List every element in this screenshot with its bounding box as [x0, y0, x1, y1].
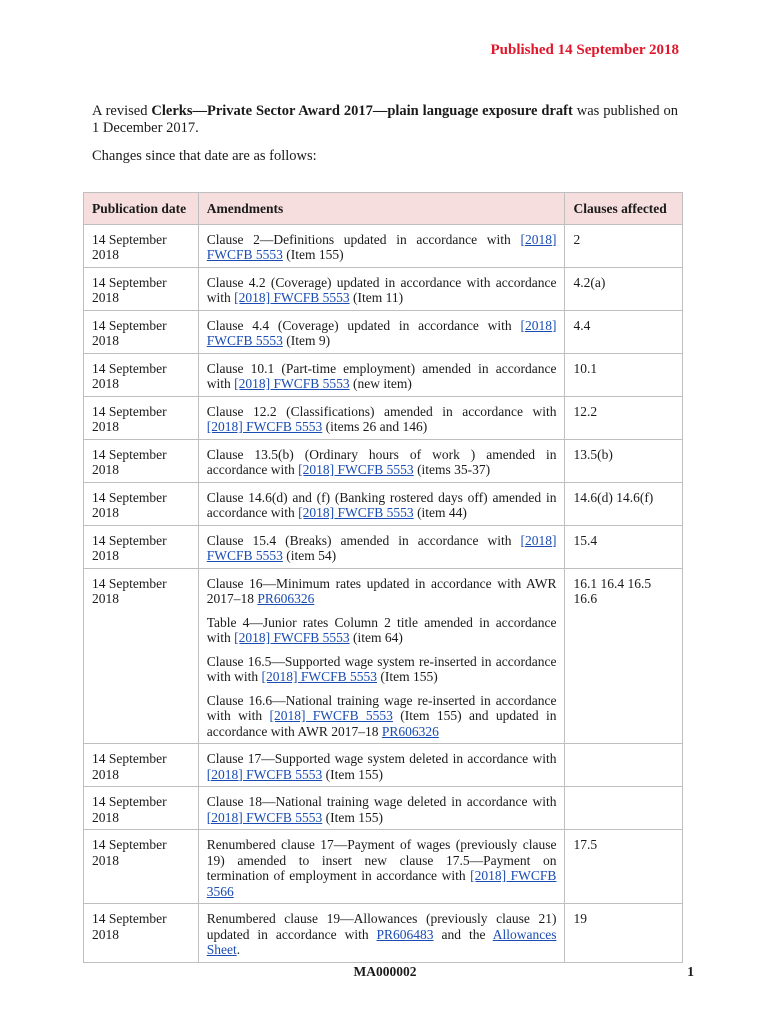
amendment-text-segment: Clause 15.4 (Breaks) amended in accordance with: [206, 532, 521, 548]
amendment-cell: [198, 525, 565, 568]
amendment-text: [207, 318, 557, 349]
amendment-text-segment: Renumbered clause 19—Allowances (previously clause 21) updated in accordance with: [206, 911, 557, 942]
publication-date-cell: 14 September 2018: [84, 310, 199, 353]
clauses-affected-cell: 14.6(d) 14.6(f): [565, 482, 683, 525]
clauses-affected-cell: [565, 744, 683, 787]
clauses-affected-cell: 10.1: [565, 353, 683, 396]
amendment-text: [207, 576, 557, 607]
amendment-text-segment: (Item 155): [322, 766, 383, 782]
table-row: [84, 482, 683, 525]
amendment-text-segment: (Item 155): [282, 247, 344, 262]
intro-suffix: was published on 1 December 2017.: [92, 103, 679, 136]
reference-link[interactable]: [2018] FWCFB 5553: [234, 290, 350, 305]
publication-date-cell: 14 September 2018: [84, 787, 199, 830]
intro-paragraph: [92, 103, 678, 137]
award-title: Clerks—Private Sector Award 2017—plain language exposure draft: [151, 103, 573, 119]
reference-link[interactable]: [2018] FWCFB 5553: [234, 376, 350, 391]
amendment-text: [207, 794, 557, 825]
table-row: [84, 439, 683, 482]
amendment-text-segment: Table 4—Junior rates Column 2 title amended in accordance with: [206, 614, 557, 645]
amendment-cell: [198, 482, 565, 525]
reference-link[interactable]: [2018] FWCFB 5553: [206, 766, 323, 782]
amendment-text-segment: Clause 14.6(d) and (f) (Banking rostered days off) amended in accordance with: [206, 489, 557, 520]
reference-link[interactable]: [2018] FWCFB 3566: [206, 868, 557, 899]
reference-link[interactable]: PR606326: [381, 723, 439, 739]
header-clauses-affected: Clauses affected: [565, 193, 683, 225]
amendment-cell: [198, 310, 565, 353]
amendment-text: [207, 693, 557, 740]
amendment-cell: [198, 830, 565, 904]
amendment-cell: [198, 396, 565, 439]
clauses-affected-cell: 16.1 16.4 16.5 16.6: [565, 568, 683, 744]
clauses-affected-cell: 4.4: [565, 310, 683, 353]
amendment-text-segment: (items 35-37): [413, 462, 491, 477]
amendment-text-segment: Clause 18—National training wage deleted in accordance with: [206, 794, 557, 809]
amendment-text-segment: .: [236, 942, 241, 957]
amendment-text: [207, 361, 557, 392]
table-row: [84, 525, 683, 568]
amendment-text-segment: Clause 16.6—National training wage re-inserted in accordance with with: [206, 692, 557, 723]
reference-link[interactable]: [2018] FWCFB 5553: [206, 419, 323, 434]
publication-date-cell: 14 September 2018: [84, 482, 199, 525]
published-date: Published 14 September 2018: [490, 42, 679, 58]
amendment-text: [207, 533, 557, 564]
publication-date-cell: 14 September 2018: [84, 525, 199, 568]
amendment-text-segment: (item 44): [413, 505, 467, 520]
table-row: [84, 830, 683, 904]
publication-date-cell: 14 September 2018: [84, 396, 199, 439]
amendment-text-segment: Clause 12.2 (Classifications) amended in accordance with: [206, 403, 557, 419]
amendment-text: [207, 232, 557, 263]
amendment-cell: [198, 787, 565, 830]
amendment-text-segment: Renumbered clause 17—Payment of wages (previously clause 19) amended to insert new clause 17.5—Payment on termination of employment in accordance with: [206, 837, 557, 883]
table-row: [84, 267, 683, 310]
publication-date-cell: 14 September 2018: [84, 224, 199, 267]
amendment-text-segment: Clause 17—Supported wage system deleted in accordance with: [206, 751, 557, 766]
amendment-text: [207, 615, 557, 646]
amendment-text-segment: (new item): [349, 376, 412, 391]
clauses-affected-cell: 17.5: [565, 830, 683, 904]
amendment-text: [207, 837, 557, 899]
amendment-text-segment: Clause 13.5(b) (Ordinary hours of work ) amended in accordance with: [206, 446, 557, 477]
table-row: [84, 353, 683, 396]
reference-link[interactable]: [2018] FWCFB 5553: [206, 317, 557, 348]
intro-prefix: A revised: [92, 103, 152, 119]
amendment-text-segment: Clause 2—Definitions updated in accordance with: [206, 231, 521, 247]
clauses-affected-cell: 15.4: [565, 525, 683, 568]
award-code: MA000002: [353, 964, 417, 979]
amendments-table: [83, 192, 683, 963]
table-row: [84, 904, 683, 963]
clauses-affected-cell: [565, 787, 683, 830]
amendment-cell: [198, 744, 565, 787]
page-number: 1: [687, 964, 694, 979]
reference-link[interactable]: [2018] FWCFB 5553: [234, 630, 350, 645]
amendment-text-segment: (Item 155): [377, 669, 438, 684]
header-amendments: Amendments: [198, 193, 565, 225]
amendment-cell: [198, 904, 565, 963]
amendment-text-segment: Clause 16.5—Supported wage system re-inserted in accordance with with: [206, 653, 557, 684]
amendment-cell: [198, 353, 565, 396]
table-row: [84, 310, 683, 353]
reference-link[interactable]: [2018] FWCFB 5553: [298, 462, 414, 477]
changes-label: Changes since that date are as follows:: [92, 148, 317, 164]
publication-date-cell: 14 September 2018: [84, 830, 199, 904]
reference-link[interactable]: [2018] FWCFB 5553: [261, 669, 377, 684]
reference-link[interactable]: [2018] FWCFB 5553: [206, 231, 557, 262]
amendment-text-segment: (Item 155): [322, 809, 383, 825]
publication-date-cell: 14 September 2018: [84, 744, 199, 787]
table-row: [84, 396, 683, 439]
clauses-affected-cell: 19: [565, 904, 683, 963]
amendment-text: [207, 447, 557, 478]
publication-date-cell: 14 September 2018: [84, 267, 199, 310]
reference-link[interactable]: PR606483: [376, 926, 434, 942]
reference-link[interactable]: [2018] FWCFB 5553: [269, 708, 393, 723]
publication-date-cell: 14 September 2018: [84, 439, 199, 482]
amendment-text-segment: (items 26 and 146): [322, 419, 428, 434]
clauses-affected-cell: 4.2(a): [565, 267, 683, 310]
amendment-text-segment: (Item 9): [282, 333, 331, 348]
amendment-cell: [198, 267, 565, 310]
amendment-cell: [198, 439, 565, 482]
amendment-text: [207, 490, 557, 521]
clauses-affected-cell: 2: [565, 224, 683, 267]
amendment-text-segment: Clause 10.1 (Part-time employment) amended in accordance with: [206, 360, 557, 391]
table-row: [84, 787, 683, 830]
clauses-affected-cell: 13.5(b): [565, 439, 683, 482]
amendment-text-segment: Clause 16—Minimum rates updated in accordance with AWR 2017–18: [206, 575, 557, 606]
amendment-text: [207, 751, 557, 782]
table-header-row: [84, 193, 683, 225]
reference-link[interactable]: [2018] FWCFB 5553: [206, 809, 323, 825]
publication-date-cell: 14 September 2018: [84, 353, 199, 396]
reference-link[interactable]: PR606326: [257, 591, 315, 606]
amendment-text-segment: Clause 4.4 (Coverage) updated in accordance with: [206, 317, 521, 333]
amendment-text-segment: and the: [433, 926, 493, 942]
publication-date-cell: 14 September 2018: [84, 568, 199, 744]
amendment-text-segment: (item 64): [349, 630, 403, 645]
reference-link[interactable]: Allowances Sheet: [206, 926, 557, 957]
amendment-text: [207, 404, 557, 435]
amendment-text-segment: (Item 155) and updated in accordance with AWR 2017–18: [206, 708, 557, 739]
clauses-affected-cell: 12.2: [565, 396, 683, 439]
amendment-text: [207, 911, 557, 958]
amendment-cell: [198, 224, 565, 267]
amendment-text: [207, 275, 557, 306]
amendment-cell: [198, 568, 565, 744]
amendment-text-segment: (item 54): [282, 548, 337, 563]
amendment-text-segment: (Item 11): [349, 290, 404, 305]
table-row: [84, 744, 683, 787]
amendment-text: [207, 654, 557, 685]
amendment-text-segment: Clause 4.2 (Coverage) updated in accordance with accordance with: [206, 274, 557, 305]
header-publication-date: Publication date: [84, 193, 199, 225]
table-row: [84, 224, 683, 267]
table-row: [84, 568, 683, 744]
reference-link[interactable]: [2018] FWCFB 5553: [206, 532, 557, 563]
reference-link[interactable]: [2018] FWCFB 5553: [298, 505, 414, 520]
publication-date-cell: 14 September 2018: [84, 904, 199, 963]
